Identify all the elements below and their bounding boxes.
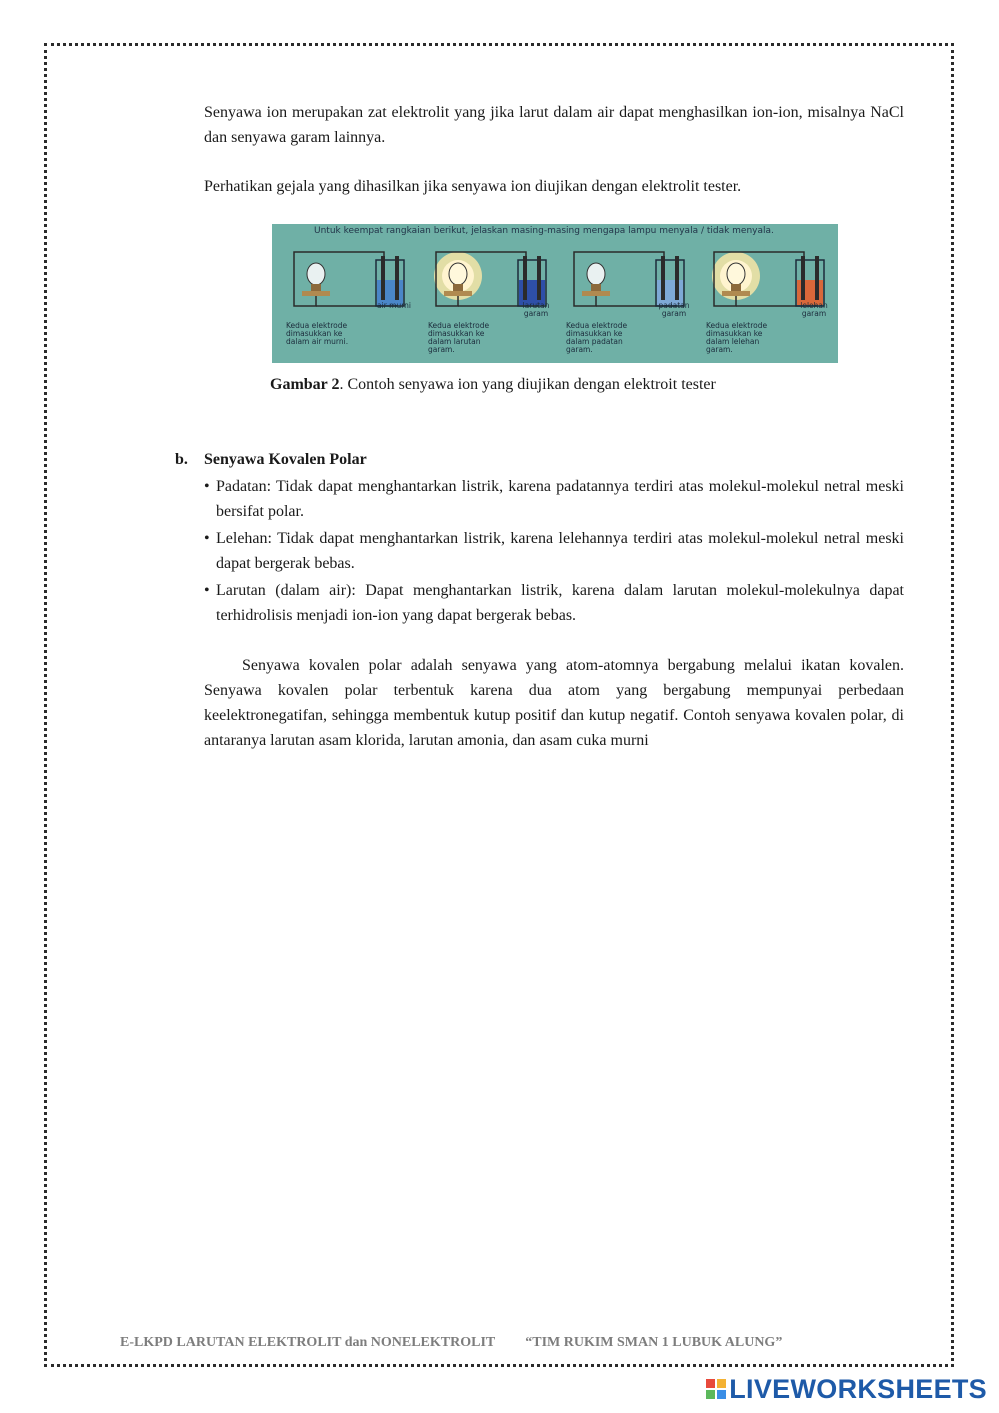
panel-description: Kedua elektrode dimasukkan ke dalam lelehan garam. <box>706 321 768 354</box>
page-footer <box>120 1333 782 1353</box>
electrolyte-tester-figure <box>272 224 838 363</box>
bullet-icon: • <box>204 582 210 599</box>
figure-header-text: Untuk keempat rangkaian berikut, jelaskan masing-masing mengapa lampu menyala / tidak menyala. <box>314 226 774 236</box>
tester-panel <box>284 246 414 356</box>
logo-cubes-icon <box>706 1379 726 1399</box>
bullet-icon: • <box>204 530 210 547</box>
tester-panel <box>564 246 694 356</box>
list-item: • Padatan: Tidak dapat menghantarkan listrik, karena padatannya terdiri atas molekul-molekul netral meski bersifat polar. <box>204 474 904 524</box>
list-item: • Lelehan: Tidak dapat menghantarkan listrik, karena lelehannya terdiri atas molekul-molekul netral meski dapat bergerak bebas. <box>204 526 904 576</box>
liveworksheets-logo[interactable] <box>706 1374 987 1404</box>
beaker-label: larutan garam <box>522 301 550 318</box>
panel-description: Kedua elektrode dimasukkan ke dalam padatan garam. <box>566 321 628 354</box>
beaker-label: lelehan garam <box>800 301 828 318</box>
section-title: Senyawa Kovalen Polar <box>204 451 367 468</box>
beaker-label: air murni <box>377 301 411 310</box>
list-item: • Larutan (dalam air): Dapat menghantarkan listrik, karena dalam larutan molekul-molekulnya dapat terhidrolisis menjadi ion-ion yang dapat bergerak bebas. <box>204 578 904 628</box>
figure-caption <box>270 374 716 396</box>
panel-description: Kedua elektrode dimasukkan ke dalam air murni. <box>286 321 349 346</box>
section-letter: b. <box>175 451 188 468</box>
beaker-label: padatan garam <box>658 301 690 318</box>
kovalen-paragraph: Senyawa kovalen polar adalah senyawa yang atom-atomnya bergabung melalui ikatan kovalen. Senyawa kovalen polar terbentuk karena dua atom yang bergabung mempunyai perbedaan keelektronegatifan, sehingga membentuk kutup positif dan kutup negatif. Contoh senyawa kovalen polar, di antaranya larutan asam klorida, larutan amonia, dan asam cuka murni <box>204 657 904 749</box>
logo-text: LIVEWORKSHEETS <box>729 1373 987 1404</box>
figure-caption-label: Gambar 2 <box>270 376 340 393</box>
bullet-icon: • <box>204 478 210 495</box>
intro-paragraph: Senyawa ion merupakan zat elektrolit yang jika larut dalam air dapat menghasilkan ion-ion, misalnya NaCl dan senyawa garam lainnya. <box>204 104 904 146</box>
figure-caption-text: . Contoh senyawa ion yang diujikan dengan elektroit tester <box>339 376 716 393</box>
intro-instruction: Perhatikan gejala yang dihasilkan jika senyawa ion diujikan dengan elektrolit tester. <box>204 178 742 195</box>
tester-panel <box>704 246 834 356</box>
section-b-heading <box>175 449 367 471</box>
footer-right: “TIM RUKIM SMAN 1 LUBUK ALUNG” <box>525 1335 783 1350</box>
property-list <box>204 474 904 630</box>
footer-left: E-LKPD LARUTAN ELEKTROLIT dan NONELEKTROLIT <box>120 1335 496 1350</box>
tester-panel <box>426 246 556 356</box>
panel-description: Kedua elektrode dimasukkan ke dalam larutan garam. <box>428 321 490 354</box>
